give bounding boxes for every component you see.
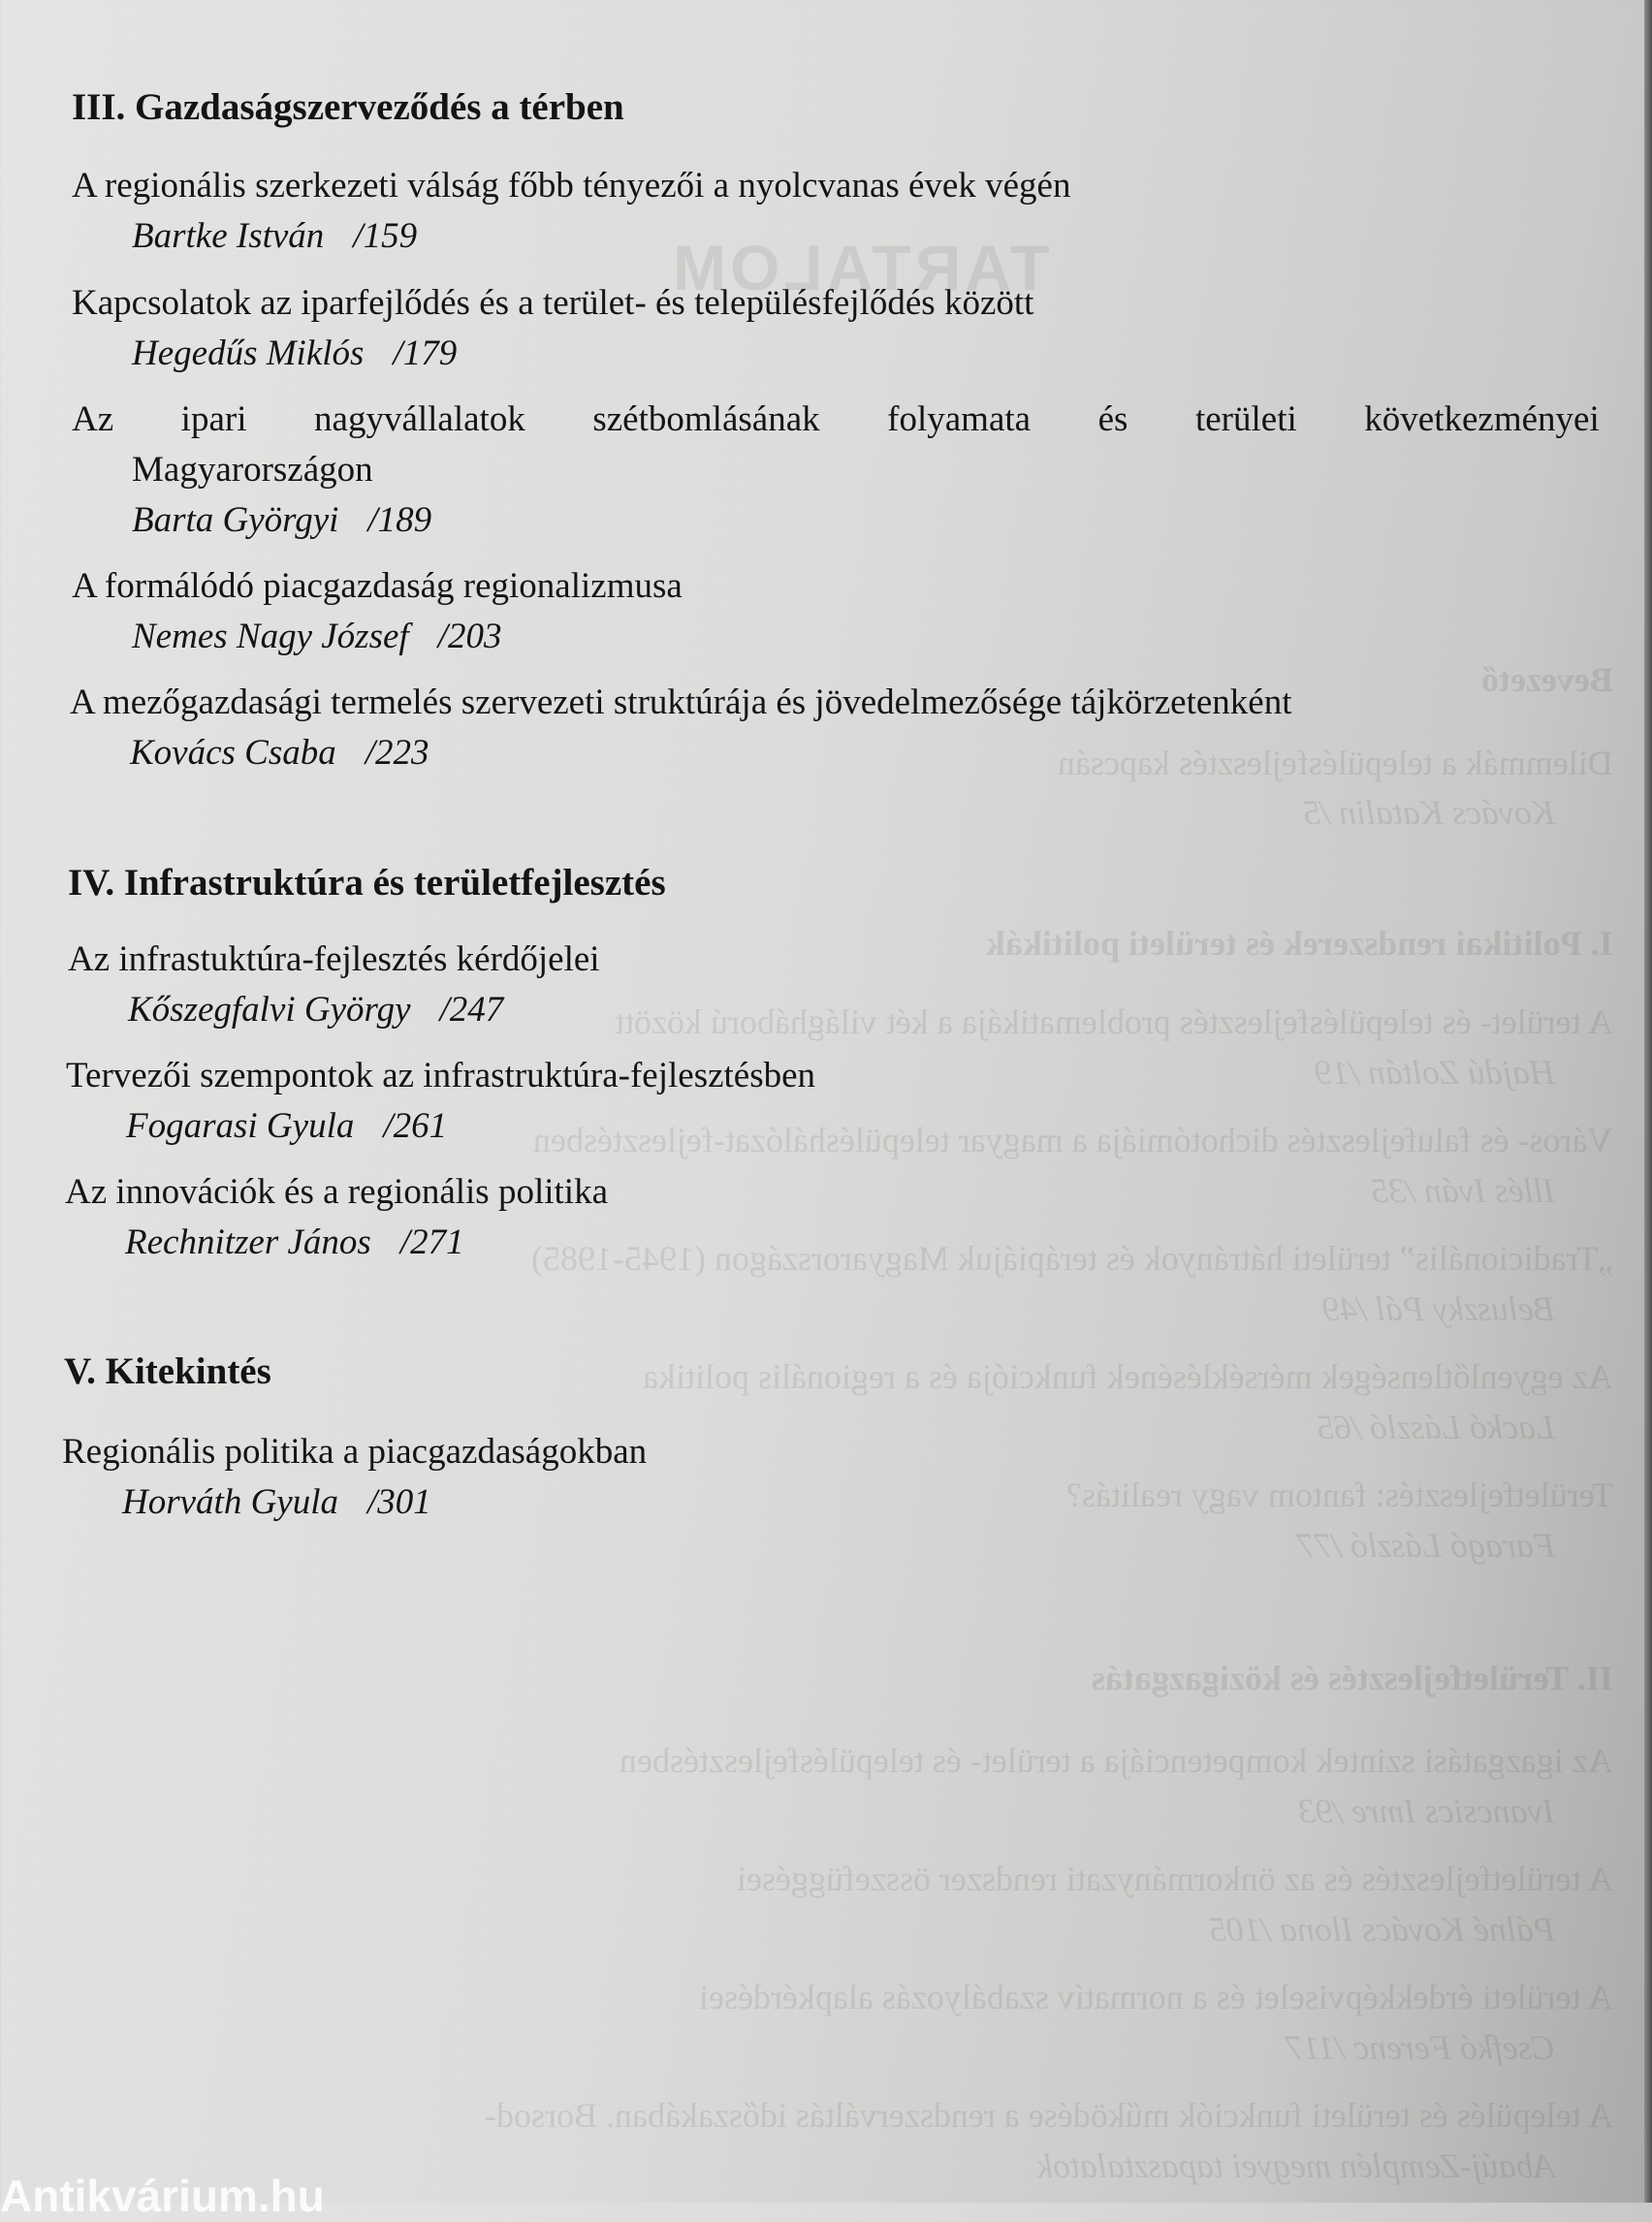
show-through-line: Pálné Kovács Ilona /105 bbox=[1209, 1910, 1555, 1949]
entry-page: /203 bbox=[437, 617, 502, 656]
entry-author-line bbox=[122, 1481, 431, 1523]
entry-title: Az innovációk és a regionális politika bbox=[65, 1172, 608, 1212]
show-through-line: Kovács Katalin /5 bbox=[1303, 793, 1555, 832]
entry-page: /159 bbox=[353, 216, 418, 256]
show-through-line: Hajdú Zoltán /19 bbox=[1314, 1053, 1555, 1092]
entry-author: Bartke István bbox=[132, 216, 325, 256]
show-through-line: Az igazgatási szintek kompetenciája a terület- és településfejlesztésben bbox=[620, 1741, 1613, 1780]
entry-page: /301 bbox=[367, 1482, 431, 1522]
show-through-line: I. Politikai rendszerek és területi politikák bbox=[986, 924, 1613, 963]
entry-author-line bbox=[125, 1222, 464, 1263]
show-through-line: A területi érdekképviselet és a normatív szabályozás alapkérdései bbox=[699, 1978, 1613, 2016]
entry-title-continuation: Magyarországon bbox=[132, 450, 373, 490]
page-edge bbox=[1644, 0, 1652, 2203]
entry-author-line bbox=[132, 215, 417, 257]
show-through-line: Város- és falufejlesztés dichotómiája a magyar településhálózat-fejlesztésben bbox=[533, 1121, 1613, 1159]
show-through-line: „Tradicionális” területi hátrányok és terápiájuk Magyarországon (1945-1985) bbox=[530, 1239, 1613, 1278]
show-through-line: Illés Iván /35 bbox=[1371, 1171, 1555, 1210]
show-through-title: TARTALOM bbox=[669, 232, 1050, 303]
show-through-line: II. Területfejlesztés és közigazgatás bbox=[1092, 1659, 1613, 1698]
entry-author-line bbox=[126, 1105, 447, 1147]
entry-title: A formálódó piacgazdaság regionalizmusa bbox=[72, 566, 683, 606]
section-heading: III. Gazdaságszerveződés a térben bbox=[72, 86, 624, 128]
entry-author: Fogarasi Gyula bbox=[126, 1106, 355, 1146]
show-through-line: A terület- és településfejlesztés problematikája a két világháború között bbox=[615, 1002, 1613, 1041]
entry-title: A mezőgazdasági termelés szervezeti struktúrája és jövedelmezősége tájkörzetenként bbox=[70, 682, 1292, 722]
show-through-line: Faragó László /77 bbox=[1296, 1526, 1555, 1565]
show-through-line: Területfejlesztés: fantom vagy realitás? bbox=[1065, 1476, 1613, 1514]
entry-title: Tervezői szempontok az infrastruktúra-fejlesztésben bbox=[66, 1056, 816, 1095]
entry-page: /189 bbox=[367, 500, 432, 540]
entry-author: Horváth Gyula bbox=[122, 1482, 338, 1522]
entry-author: Kőszegfalvi György bbox=[128, 990, 411, 1030]
entry-author: Barta Györgyi bbox=[132, 500, 339, 540]
show-through-line: Dilemmák a településfejlesztés kapcsán bbox=[1058, 744, 1613, 782]
entry-author-line bbox=[130, 732, 429, 774]
show-through-line: A területfejlesztés és az önkormányzati rendszer összefüggései bbox=[737, 1859, 1613, 1898]
show-through-line: Bevezető bbox=[1481, 660, 1613, 699]
show-through-line: Ivancsics Imre /93 bbox=[1298, 1792, 1555, 1830]
watermark: Antikvárium.hu bbox=[0, 2171, 325, 2221]
entry-page: /179 bbox=[393, 333, 458, 373]
entry-author: Hegedűs Miklós bbox=[132, 333, 365, 373]
entry-author-line bbox=[132, 616, 501, 657]
entry-author-line bbox=[128, 989, 503, 1031]
section-heading: IV. Infrastruktúra és területfejlesztés bbox=[68, 862, 666, 904]
entry-page: /223 bbox=[365, 733, 429, 773]
show-through-line: A település és területi funkciók működése a rendszerváltás időszakában. Borsod- bbox=[485, 2096, 1613, 2135]
entry-author-line bbox=[132, 333, 457, 374]
show-through-line: Csefkó Ferenc /117 bbox=[1286, 2028, 1555, 2067]
entry-title: Regionális politika a piacgazdaságokban bbox=[62, 1432, 648, 1472]
entry-author-line bbox=[132, 499, 431, 541]
entry-title: Az ipari nagyvállalatok szétbomlásának folyamata és területi következményei bbox=[72, 399, 1600, 439]
entry-title: A regionális szerkezeti válság főbb tényezői a nyolcvanas évek végén bbox=[72, 166, 1071, 206]
show-through-line: Az egyenlőtlenségek mérséklésének funkciója és a regionális politika bbox=[643, 1357, 1613, 1396]
entry-author: Kovács Csaba bbox=[130, 733, 336, 773]
entry-title: Az infrastuktúra-fejlesztés kérdőjelei bbox=[68, 939, 600, 979]
show-through-line: Beluszky Pál /49 bbox=[1322, 1289, 1555, 1328]
section-heading: V. Kitekintés bbox=[64, 1350, 271, 1392]
entry-author: Nemes Nagy József bbox=[132, 617, 409, 656]
entry-page: /271 bbox=[399, 1222, 464, 1262]
entry-page: /247 bbox=[439, 990, 504, 1030]
show-through-line: Lackó László /65 bbox=[1316, 1408, 1555, 1446]
show-through-line: Abaúj-Zemplén megyei tapasztalatok bbox=[1037, 2146, 1555, 2185]
entry-author: Rechnitzer János bbox=[125, 1222, 371, 1262]
entry-page: /261 bbox=[383, 1106, 448, 1146]
entry-title: Kapcsolatok az iparfejlődés és a terület- és településfejlődés között bbox=[72, 283, 1034, 323]
